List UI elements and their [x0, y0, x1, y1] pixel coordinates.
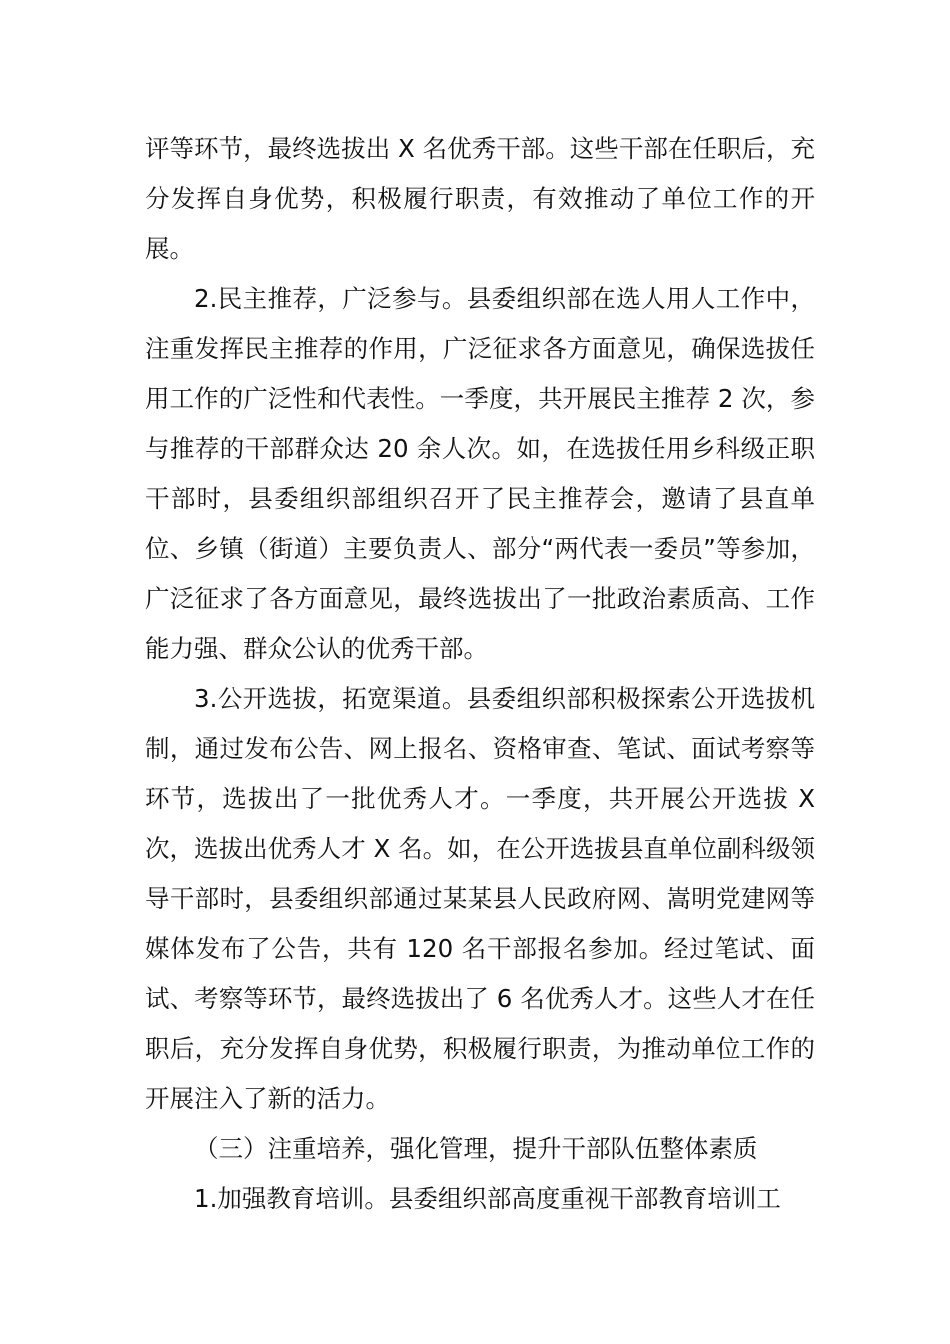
- section-heading: （三）注重培养，强化管理，提升干部队伍整体素质: [194, 1134, 758, 1163]
- paragraph-open-selection: 3.公开选拔，拓宽渠道。县委组织部积极探索公开选拔机制，通过发布公告、网上报名、资格审查、笔试、面试考察等环节，选拔出了一批优秀人才。一季度，共开展公开选拔 X 次，选拔出优秀人才 X 名。如，在公开选拔县直单位副科级领导干部时，县委组织部通过某某县人民政府网、嵩明党建网等媒体发布了公告，共有 120 名干部报名参加。经过笔试、面试、考察等环节，最终选拔出了 6 名优秀人才。这些人才在任职后，充分发挥自身优势，积极履行职责，为推动单位工作的开展注入了新的活力。: [145, 684, 815, 1113]
- paragraph-democratic-recommendation: 2.民主推荐，广泛参与。县委组织部在选人用人工作中，注重发挥民主推荐的作用，广泛征求各方面意见，确保选拔任用工作的广泛性和代表性。一季度，共开展民主推荐 2 次，参与推荐的干部群众达 20 余人次。如，在选拔任用乡科级正职干部时，县委组织部组织召开了民主推荐会，邀请了县直单位、乡镇（街道）主要负责人、部分“两代表一委员”等参加，广泛征求了各方面意见，最终选拔出了一批政治素质高、工作能力强、群众公认的优秀干部。: [145, 284, 815, 663]
- document-body: [145, 124, 815, 1224]
- paragraph-continuation: 评等环节，最终选拔出 X 名优秀干部。这些干部在任职后，充分发挥自身优势，积极履行职责，有效推动了单位工作的开展。: [145, 134, 815, 263]
- paragraph-training: 1.加强教育培训。县委组织部高度重视干部教育培训工: [194, 1184, 781, 1213]
